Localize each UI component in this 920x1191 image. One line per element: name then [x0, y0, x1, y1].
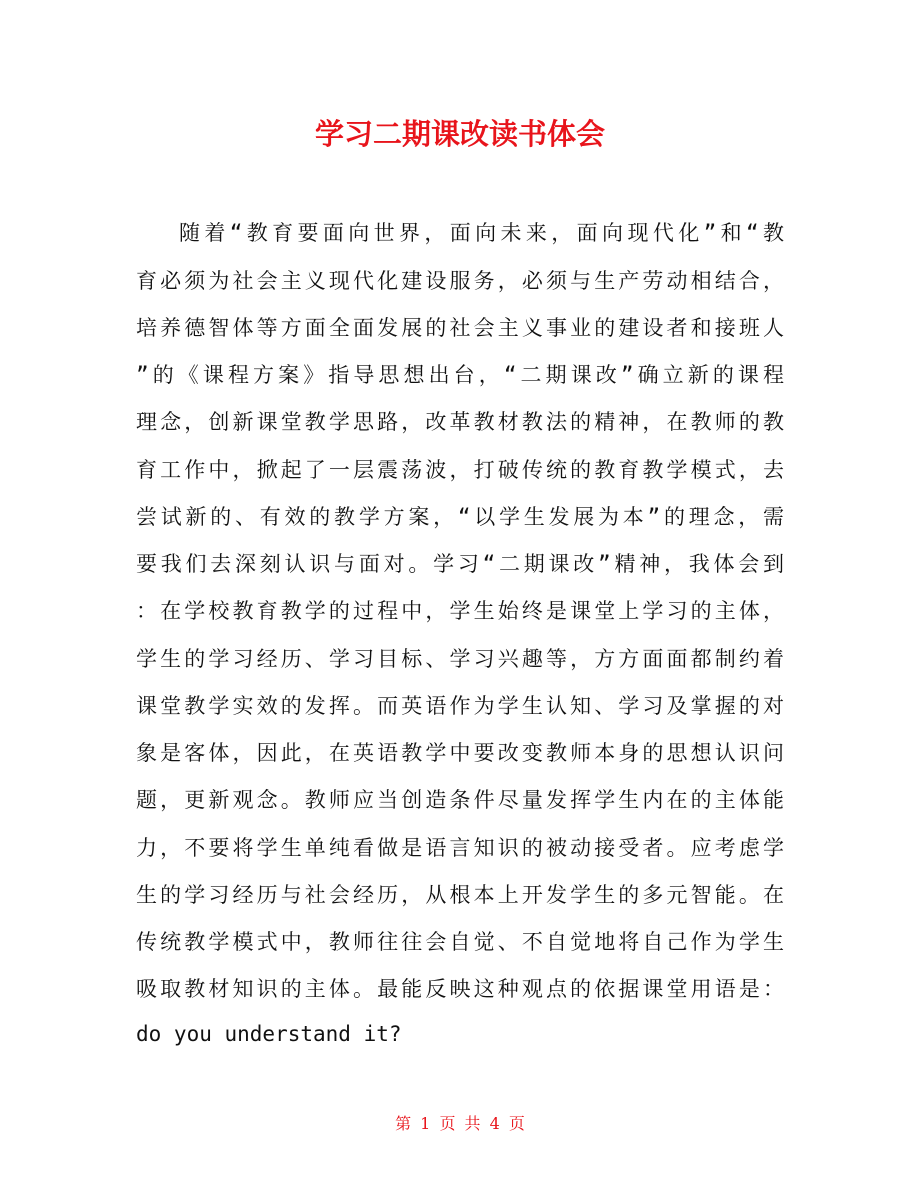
paragraph-line: 课堂教学实效的发挥。而英语作为学生认知、学习及掌握的对	[136, 694, 784, 718]
paragraph-line: 尝试新的、有效的教学方案，“以学生发展为本”的理念，需	[136, 505, 784, 529]
paragraph-line: 育工作中，掀起了一层震荡波，打破传统的教育教学模式，去	[136, 458, 784, 482]
paragraph-line: 理念，创新课堂教学思路，改革教材教法的精神，在教师的教	[136, 410, 784, 434]
paragraph-line: 培养德智体等方面全面发展的社会主义事业的建设者和接班人	[136, 316, 784, 340]
paragraph-line: 随着“教育要面向世界，面向未来，面向现代化”和“教	[179, 221, 784, 245]
paragraph-line: 题，更新观念。教师应当创造条件尽量发挥学生内在的主体能	[136, 788, 784, 812]
paragraph-line: ”的《课程方案》指导思想出台，“二期课改”确立新的课程	[136, 363, 784, 387]
paragraph-line: ：在学校教育教学的过程中，学生始终是课堂上学习的主体，	[136, 599, 784, 623]
paragraph-line: do you understand it?	[136, 1022, 402, 1046]
document-title: 学习二期课改读书体会	[314, 117, 605, 151]
paragraph-line: 力，不要将学生单纯看做是语言知识的被动接受者。应考虑学	[136, 836, 784, 860]
paragraph-line: 象是客体，因此，在英语教学中要改变教师本身的思想认识问	[136, 741, 784, 765]
page-number-footer: 第 1 页 共 4 页	[395, 1114, 525, 1133]
paragraph-line: 传统教学模式中，教师往往会自觉、不自觉地将自己作为学生	[136, 930, 784, 954]
paragraph-line: 生的学习经历与社会经历，从根本上开发学生的多元智能。在	[136, 883, 784, 907]
paragraph-line: 育必须为社会主义现代化建设服务，必须与生产劳动相结合，	[136, 269, 784, 293]
paragraph-line: 吸取教材知识的主体。最能反映这种观点的依据课堂用语是：	[136, 977, 784, 1001]
paragraph-line: 学生的学习经历、学习目标、学习兴趣等，方方面面都制约着	[136, 647, 784, 671]
paragraph-line: 要我们去深刻认识与面对。学习“二期课改”精神，我体会到	[136, 552, 784, 576]
